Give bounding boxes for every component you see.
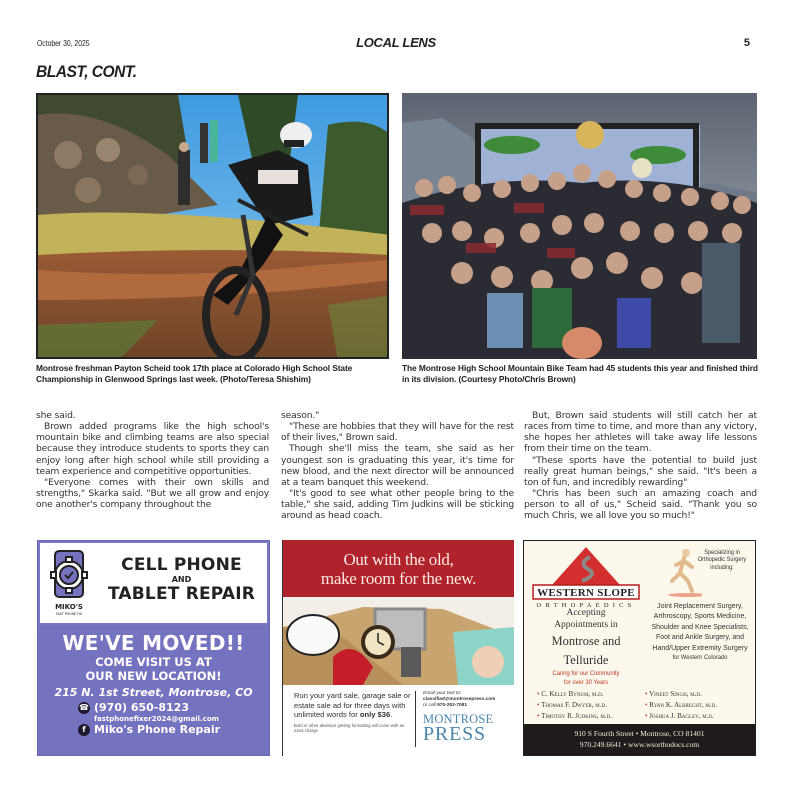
doctor-name: • Ryan K. Albrecht, m.d.	[645, 700, 752, 710]
ad-title	[100, 555, 263, 604]
phone-row	[78, 701, 269, 715]
section-title: LOCAL LENS	[356, 35, 436, 50]
visit-line-2: OUR NEW LOCATION!	[85, 669, 222, 683]
paragraph: "It's good to see what other people bring to the table," she said, adding Tim Judkins will be sticking around as head coach.	[281, 488, 514, 522]
address: 215 N. 1st Street, Montrose, CO	[54, 686, 253, 699]
moved-heading: WE'VE MOVED!!	[62, 631, 245, 655]
caring-line-1: Caring for our Community	[552, 670, 620, 677]
ad-header	[38, 541, 269, 625]
email-label: Email your text to:	[423, 691, 462, 696]
banner-line-2: make room for the new.	[320, 569, 477, 588]
mountain-bike-rider-photo	[36, 93, 389, 359]
caring-tagline	[536, 669, 637, 687]
moving-box-image	[283, 597, 514, 685]
facebook-page: Miko's Phone Repair	[94, 723, 221, 736]
western-slope-logo-icon	[530, 545, 642, 609]
appointments-block	[530, 607, 642, 669]
article-column-3	[524, 410, 757, 522]
phone-icon: ☎	[79, 703, 89, 712]
paragraph: Though she'll miss the team, she said as her youngest son is graduating this year, it's time for new blood, and the next director will be announced at a team banquet this weekend.	[281, 443, 514, 488]
clinic-contact[interactable]: 970.249.6641 • www.wsorthodocs.com	[579, 740, 700, 749]
western-slope-orthopaedics-ad[interactable]	[523, 540, 756, 756]
contact-block	[423, 691, 513, 709]
page-number: 5	[743, 37, 750, 49]
banner-line-1: Out with the old,	[343, 550, 454, 569]
doctor-name: • Thomas F. Dwyer, m.d.	[537, 700, 645, 710]
phone-number: (970) 650-8123	[94, 701, 189, 714]
ad-banner	[283, 540, 514, 597]
facebook-icon: f	[78, 724, 90, 736]
title-line-2: TABLET REPAIR	[107, 584, 256, 604]
contact-info	[38, 701, 269, 737]
article-column-2	[281, 410, 514, 522]
paragraph: "Chris has been such an amazing coach and person to all of us," Scheid said. "Thank you so much Chris, we all love you so much!"	[524, 488, 757, 522]
article-headline: BLAST, CONT.	[36, 62, 137, 81]
classified-phone: 970-252-7081	[437, 703, 468, 708]
paragraph: "These sports have the potential to build just really great human beings," she said. "It's been a ton of fun, and incredibly rewarding"	[524, 454, 757, 488]
services-list	[649, 601, 750, 663]
paragraph: season."	[281, 410, 320, 421]
ad-moved-panel	[38, 625, 269, 755]
fine-print: Bold or other attention getting formatting will come with an extra charge.	[294, 722, 405, 733]
clinic-address: 910 S Fourth Street • Montrose, CO 81401	[574, 729, 705, 738]
visit-line-1: COME VISIT US AT	[95, 655, 212, 669]
masthead-line-1: MONTROSE	[423, 712, 494, 726]
svg-text:FAST PHONE FIX: FAST PHONE FIX	[56, 612, 82, 616]
classified-email-link[interactable]: classified@montrosepress.com	[423, 697, 496, 702]
photo-caption-left: Montrose freshman Payton Scheid took 17th place at Colorado High School State Championship in Glenwood Springs last week. (Photo/Teresa Shishim)	[36, 363, 353, 384]
email-address: fastphonefixer2024@gmail.com	[94, 715, 219, 723]
issue-date: October 30, 2025	[37, 39, 90, 48]
svg-text:ORTHOPAEDICS: ORTHOPAEDICS	[536, 602, 636, 609]
call-label: or call	[423, 703, 436, 708]
doctor-name: • Timothy R. Judkins, m.d.	[537, 711, 645, 721]
specializing-text: Specializing in Orthopedic Surgery including:	[697, 549, 747, 571]
services-text: Joint Replacement Surgery, Arthroscopy, Sports Medicine, Shoulder and Knee Specialists, Foot and Ankle Surgery, and Hand/Upper Extremity Surgery	[651, 601, 749, 652]
photo-caption-right: The Montrose High School Mountain Bike Team had 45 students this year and finished third in its division. (Courtesy Photo/Chris Brown)	[402, 363, 758, 384]
offer-price: only $36	[359, 710, 391, 720]
montrose-press-masthead	[423, 714, 493, 744]
doctor-name: • Vineet Singh, m.d.	[645, 689, 752, 699]
ad-body	[283, 685, 514, 756]
caring-line-2: for over 30 Years	[563, 679, 609, 686]
paragraph: Brown added programs like the high school's mountain bike and climbing teams are also special because they introduce students to sports they can enjoy long after high school while still providing a team experience and competitive opportunities.	[36, 421, 269, 477]
title-line-1: CELL PHONE	[121, 555, 242, 575]
paragraph: But, Brown said students will still catch her at races from time to time, and more than any victory, she hopes her athletes will take away life lessons from their time on the team.	[524, 410, 757, 455]
montrose-press-classified-ad[interactable]	[282, 540, 514, 756]
masthead-line-2: PRESS	[423, 723, 486, 745]
paragraph: "Everyone comes with their own skills and strengths," Skarka said. "But we all grow and enjoy one another's company throughout the	[36, 476, 269, 511]
services-region: for Western Colorado	[672, 654, 728, 662]
title-and: AND	[171, 575, 192, 584]
offer-text: Run your yard sale, garage sale or estate sale ad for three days with unlimited words for	[294, 691, 411, 720]
svg-text:WESTERN SLOPE: WESTERN SLOPE	[537, 587, 635, 599]
mikos-phone-repair-ad[interactable]	[37, 540, 270, 756]
team-group-photo	[402, 93, 757, 359]
ad-footer	[524, 724, 755, 755]
paragraph: "These are hobbies that they will have for the rest of their lives," Brown said.	[281, 421, 514, 444]
accepting-line-2: Appointments in	[554, 620, 618, 630]
article-column-1	[36, 410, 269, 510]
locations-line-2: Telluride	[563, 653, 609, 667]
doctor-name: • Joshua J. Bagley, m.d.	[645, 711, 752, 721]
doctors-list	[537, 689, 752, 721]
svg-text:MIKO'S: MIKO'S	[55, 603, 83, 611]
doctor-name: • C. Kelly Bynum, m.d.	[537, 689, 645, 699]
locations-line-1: Montrose and	[551, 634, 621, 648]
gear-phone-logo-icon	[46, 549, 92, 619]
paragraph: she said.	[36, 410, 76, 421]
facebook-row	[78, 723, 269, 737]
ad-offer-text: Run your yard sale, garage sale or estate sale ad for three days with unlimited words for only $36. Bold or other attention getting formatting will come with an extra charge.	[294, 691, 411, 733]
accepting-line-1: Accepting	[566, 608, 606, 618]
divider	[415, 691, 416, 747]
